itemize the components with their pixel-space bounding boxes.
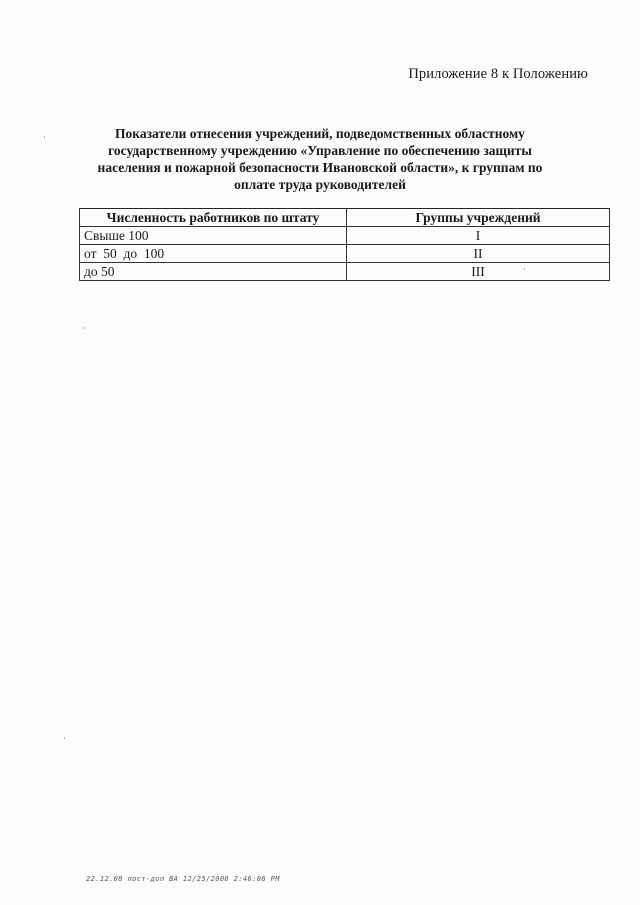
staff-count-cell: Свыше 100 <box>80 227 347 245</box>
group-cell: II <box>347 245 610 263</box>
column-header-group: Группы учреждений <box>347 209 610 227</box>
staff-count-cell: до 50 <box>80 263 347 281</box>
staff-count-cell: от 50 до 100 <box>80 245 347 263</box>
title-line: государственному учреждению «Управление по обеспечению защиты <box>108 143 532 158</box>
table-row <box>80 227 610 245</box>
table-row <box>80 245 610 263</box>
scan-speck <box>64 737 65 739</box>
groups-table <box>79 208 610 281</box>
group-cell: III <box>347 263 610 281</box>
column-header-staff-count: Численность работников по штату <box>80 209 347 227</box>
document-title <box>90 125 550 193</box>
title-line: оплате труда руководителей <box>234 177 406 192</box>
group-cell: I <box>347 227 610 245</box>
scan-speck <box>524 268 525 270</box>
table-row <box>80 263 610 281</box>
title-line: населения и пожарной безопасности Ивановской области», к группам по <box>97 160 543 175</box>
print-footer: 22.12.08 пост-доп ВА 12/25/2008 2:46:06 PM <box>86 875 280 883</box>
table-header-row <box>80 209 610 227</box>
scan-speck <box>83 327 84 329</box>
scan-speck <box>44 136 45 138</box>
appendix-reference: Приложение 8 к Положению <box>408 66 588 82</box>
title-line: Показатели отнесения учреждений, подведомственных областному <box>115 126 525 141</box>
